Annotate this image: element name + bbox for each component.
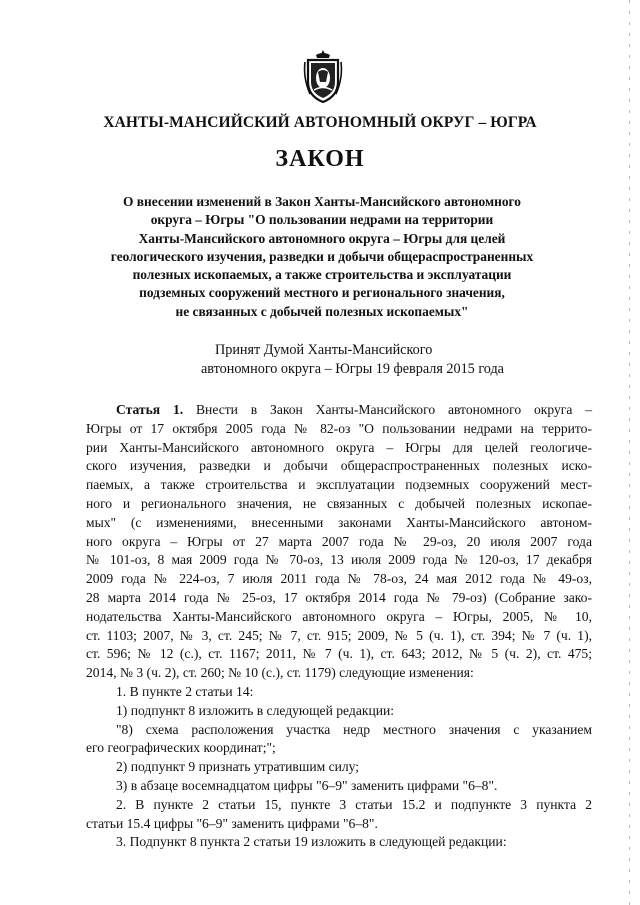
article-line: 2009 года № 224-оз, 7 июля 2011 года № 78-оз, 24 мая 2012 года № 49-оз, xyxy=(86,571,592,587)
article-line: паемых, а также строительства и эксплуатации подземных сооружений мест- xyxy=(86,477,592,493)
law-title-line: не связанных с добычей полезных ископаемых" xyxy=(175,303,469,319)
law-title-line: геологического изучения, разведки и добычи общераспространенных xyxy=(110,248,534,264)
law-title xyxy=(80,193,564,321)
coat-of-arms-icon xyxy=(302,48,344,104)
article-line: 2014, № 3 (ч. 2), ст. 260; № 10 (с.), ст. 1179) следующие изменения: xyxy=(86,665,474,681)
article-line: ст. 1103; 2007, № 3, ст. 245; № 7, ст. 915; 2009, № 5 (ч. 1), ст. 394; № 7 (ч. 1), xyxy=(86,627,592,643)
law-title-line: Ханты-Мансийского автономного округа – Югры для целей xyxy=(138,230,506,246)
article-line: ского изучения, разведки и добычи общераспространенных полезных иско- xyxy=(86,458,592,474)
article-line: ст. 596; № 12 (с.), ст. 1167; 2011, № 7 (ч. 1), ст. 643; 2012, № 5 (ч. 2), ст. 475; xyxy=(86,646,592,662)
adoption-line: автономного округа – Югры 19 февраля 2015 года xyxy=(201,361,504,377)
amendment-item: 2. В пункте 2 статьи 15, пункте 3 статьи 15.2 и подпункте 3 пункта 2 xyxy=(116,796,592,812)
document-type: ЗАКОН xyxy=(275,146,365,172)
article-line: ного и регионального значения, не связанных с добычей полезных ископае- xyxy=(86,495,592,511)
amendment-item: статьи 15.4 цифры "6–9" заменить цифрами "6–8". xyxy=(86,815,378,831)
amendment-item: "8) схема расположения участка недр местного значения с указанием xyxy=(116,721,592,737)
law-title-line: подземных сооружений местного и регионального значения, xyxy=(139,285,505,301)
amendment-item: 1. В пункте 2 статьи 14: xyxy=(116,683,254,699)
region-name: ХАНТЫ-МАНСИЙСКИЙ АВТОНОМНЫЙ ОКРУГ – ЮГРА xyxy=(103,114,537,131)
law-title-line: О внесении изменений в Закон Ханты-Мансийского автономного xyxy=(123,194,521,209)
article-line: нодательства Ханты-Мансийского автономного округа – Югры, 2005, № 10, xyxy=(86,608,592,624)
adoption-note xyxy=(201,341,504,379)
article-line: Югры от 17 октября 2005 года № 82-оз "О пользовании недрами на террито- xyxy=(86,420,592,436)
amendment-item: 3) в абзаце восемнадцатом цифры "6–9" заменить цифрами "6–8". xyxy=(116,777,498,793)
amendment-item: его географических координат;"; xyxy=(86,740,276,756)
scan-edge xyxy=(629,0,630,905)
amendment-item: 3. Подпункт 8 пункта 2 статьи 19 изложить в следующей редакции: xyxy=(116,834,507,850)
article-line: мых" (с изменениями, внесенными законами Ханты-Мансийского автоном- xyxy=(86,514,592,530)
amendment-item: 1) подпункт 8 изложить в следующей редакции: xyxy=(116,702,395,718)
article-line: рии Ханты-Мансийского автономного округа – Югры для целей геологиче- xyxy=(86,439,592,455)
law-title-line: полезных ископаемых, а также строительства и эксплуатации xyxy=(132,267,512,283)
law-title-line: округа – Югры "О пользовании недрами на территории xyxy=(150,212,494,228)
article-text: Внести в Закон Ханты-Мансийского автономного округа – xyxy=(183,402,592,417)
adoption-line: Принят Думой Ханты-Мансийского xyxy=(215,342,433,358)
article-label: Статья 1. xyxy=(116,402,184,417)
article-line: ного округа – Югры от 27 марта 2007 года № 29-оз, 20 июля 2007 года xyxy=(86,533,592,549)
article-body xyxy=(86,401,592,852)
article-line: № 101-оз, 8 мая 2009 года № 70-оз, 13 июля 2009 года № 120-оз, 17 декабря xyxy=(86,552,592,568)
amendment-item: 2) подпункт 9 признать утратившим силу; xyxy=(116,759,360,775)
article-line: 28 марта 2014 года № 25-оз, 17 октября 2014 года № 79-оз) (Собрание зако- xyxy=(86,589,592,605)
article-first-line xyxy=(86,401,592,420)
